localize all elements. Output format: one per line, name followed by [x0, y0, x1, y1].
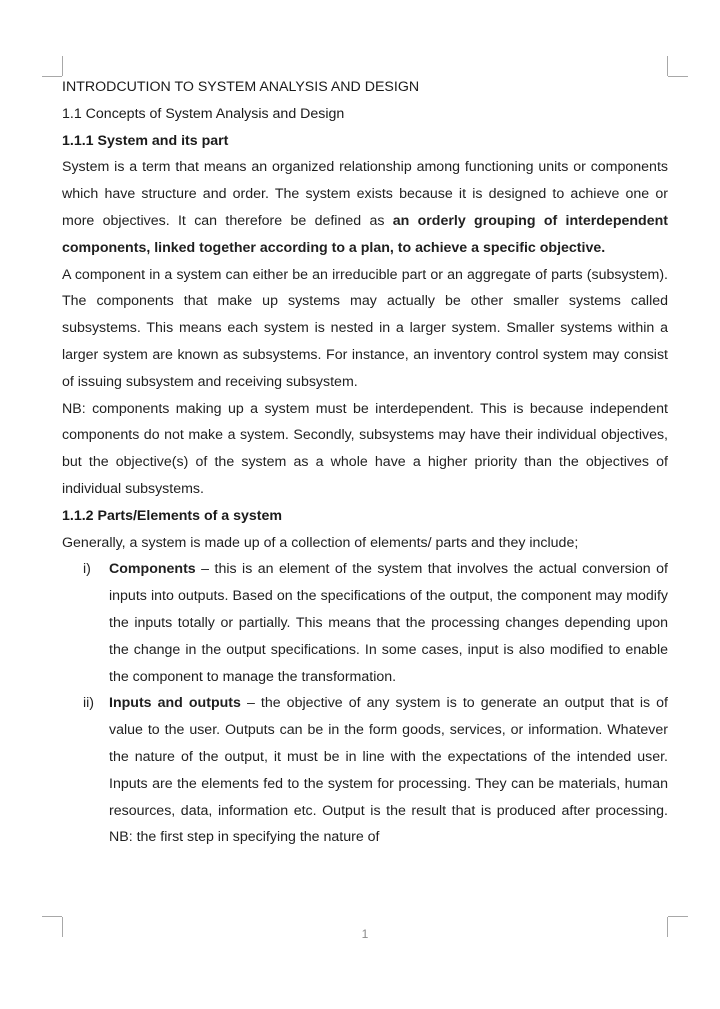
paragraph-system-definition — [62, 154, 668, 261]
crop-mark-bottom-left — [62, 917, 63, 937]
crop-mark-top-left — [42, 76, 62, 77]
list-item — [62, 556, 668, 690]
crop-mark-top-right — [667, 56, 668, 76]
section-heading-1-1: 1.1 Concepts of System Analysis and Design — [62, 105, 345, 122]
list-marker: ii) — [83, 695, 95, 712]
crop-mark-bottom-right — [667, 917, 668, 937]
paragraph-nb-note: NB: components making up a system must be interdependent. This is because independent components do not make a system. Secondly, subsystems may have their individual objectives, but the objective(s) of the system as a whole have a higher priority than the objectives of individual subsystems. — [62, 400, 668, 497]
crop-mark-top-left — [62, 56, 63, 76]
list-item-term: Components — [109, 561, 196, 578]
list-marker: i) — [83, 561, 91, 578]
page-number: 1 — [361, 927, 369, 941]
list-item-term: Inputs and outputs — [109, 695, 241, 712]
section-heading-1-1-2: 1.1.2 Parts/Elements of a system — [62, 507, 283, 524]
crop-mark-bottom-right — [668, 916, 688, 917]
document-title: INTRODCUTION TO SYSTEM ANALYSIS AND DESIGN — [62, 79, 420, 95]
document-body — [62, 74, 668, 851]
crop-mark-bottom-left — [42, 916, 62, 917]
list-item-text: – this is an element of the system that involves the actual conversion of inputs into outputs. Based on the specifications of the output, the component may modify the inputs totally or partially. This means that the processing changes depending upon the change in the output specifications. In some cases, input is also modified to enable the component to manage the transformation. — [109, 561, 668, 685]
section-heading-1-1-1: 1.1.1 System and its part — [62, 132, 229, 149]
list-item — [62, 690, 668, 851]
paragraph-text: System is a term that means an organized relationship among functioning units or components which have structure and order. The system exists because it is designed to achieve one or more objectives. It can therefore be defined as — [62, 159, 668, 229]
crop-mark-top-right — [668, 76, 688, 77]
paragraph-elements-intro: Generally, a system is made up of a collection of elements/ parts and they include; — [62, 534, 579, 551]
list-item-text: – the objective of any system is to generate an output that is of value to the user. Outputs can be in the form goods, services, or information. Whatever the nature of the output, it must be in line with the expectations of the intended user. Inputs are the elements fed to the system for processing. They can be materials, human resources, data, information etc. Output is the result that is produced after processing. NB: the first step in specifying the nature of — [109, 695, 668, 846]
paragraph-components: A component in a system can either be an irreducible part or an aggregate of parts (subsystem). The components that make up systems may actually be other smaller systems called subsystems. This means each system is nested in a larger system. Smaller systems within a larger system are known as subsystems. For instance, an inventory control system may consist of issuing subsystem and receiving subsystem. — [62, 266, 668, 390]
definition-bold-text: an orderly grouping of interdependent components, linked together according to a plan, to achieve a specific objective. — [62, 212, 668, 256]
